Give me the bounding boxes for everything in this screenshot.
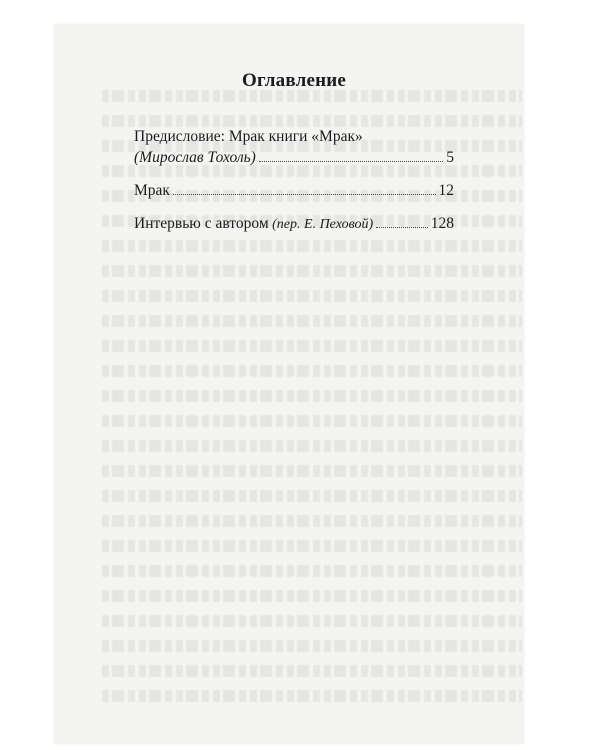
toc-page-number: 12 — [438, 182, 454, 199]
toc-heading: Оглавление — [241, 70, 347, 91]
dot-leader — [259, 161, 443, 162]
dot-leader — [376, 227, 428, 228]
toc-entry-title: Мрак — [134, 182, 170, 199]
dot-leader — [173, 194, 436, 195]
toc-entry-mrak — [134, 180, 454, 201]
book-page — [54, 24, 524, 744]
table-of-contents — [134, 70, 454, 247]
toc-entry-interview — [134, 213, 454, 235]
toc-entry-translator: (пер. Е. Пеховой) — [272, 217, 374, 232]
toc-entry-title: Предисловие: Мрак книги «Мрак» — [134, 128, 363, 145]
toc-page-number: 5 — [446, 149, 454, 166]
toc-page-number: 128 — [430, 215, 454, 232]
toc-entry-author: (Мирослав Тохоль) — [134, 149, 256, 166]
toc-entry-title: Интервью с автором — [134, 215, 269, 232]
toc-entry-preface — [134, 126, 454, 168]
